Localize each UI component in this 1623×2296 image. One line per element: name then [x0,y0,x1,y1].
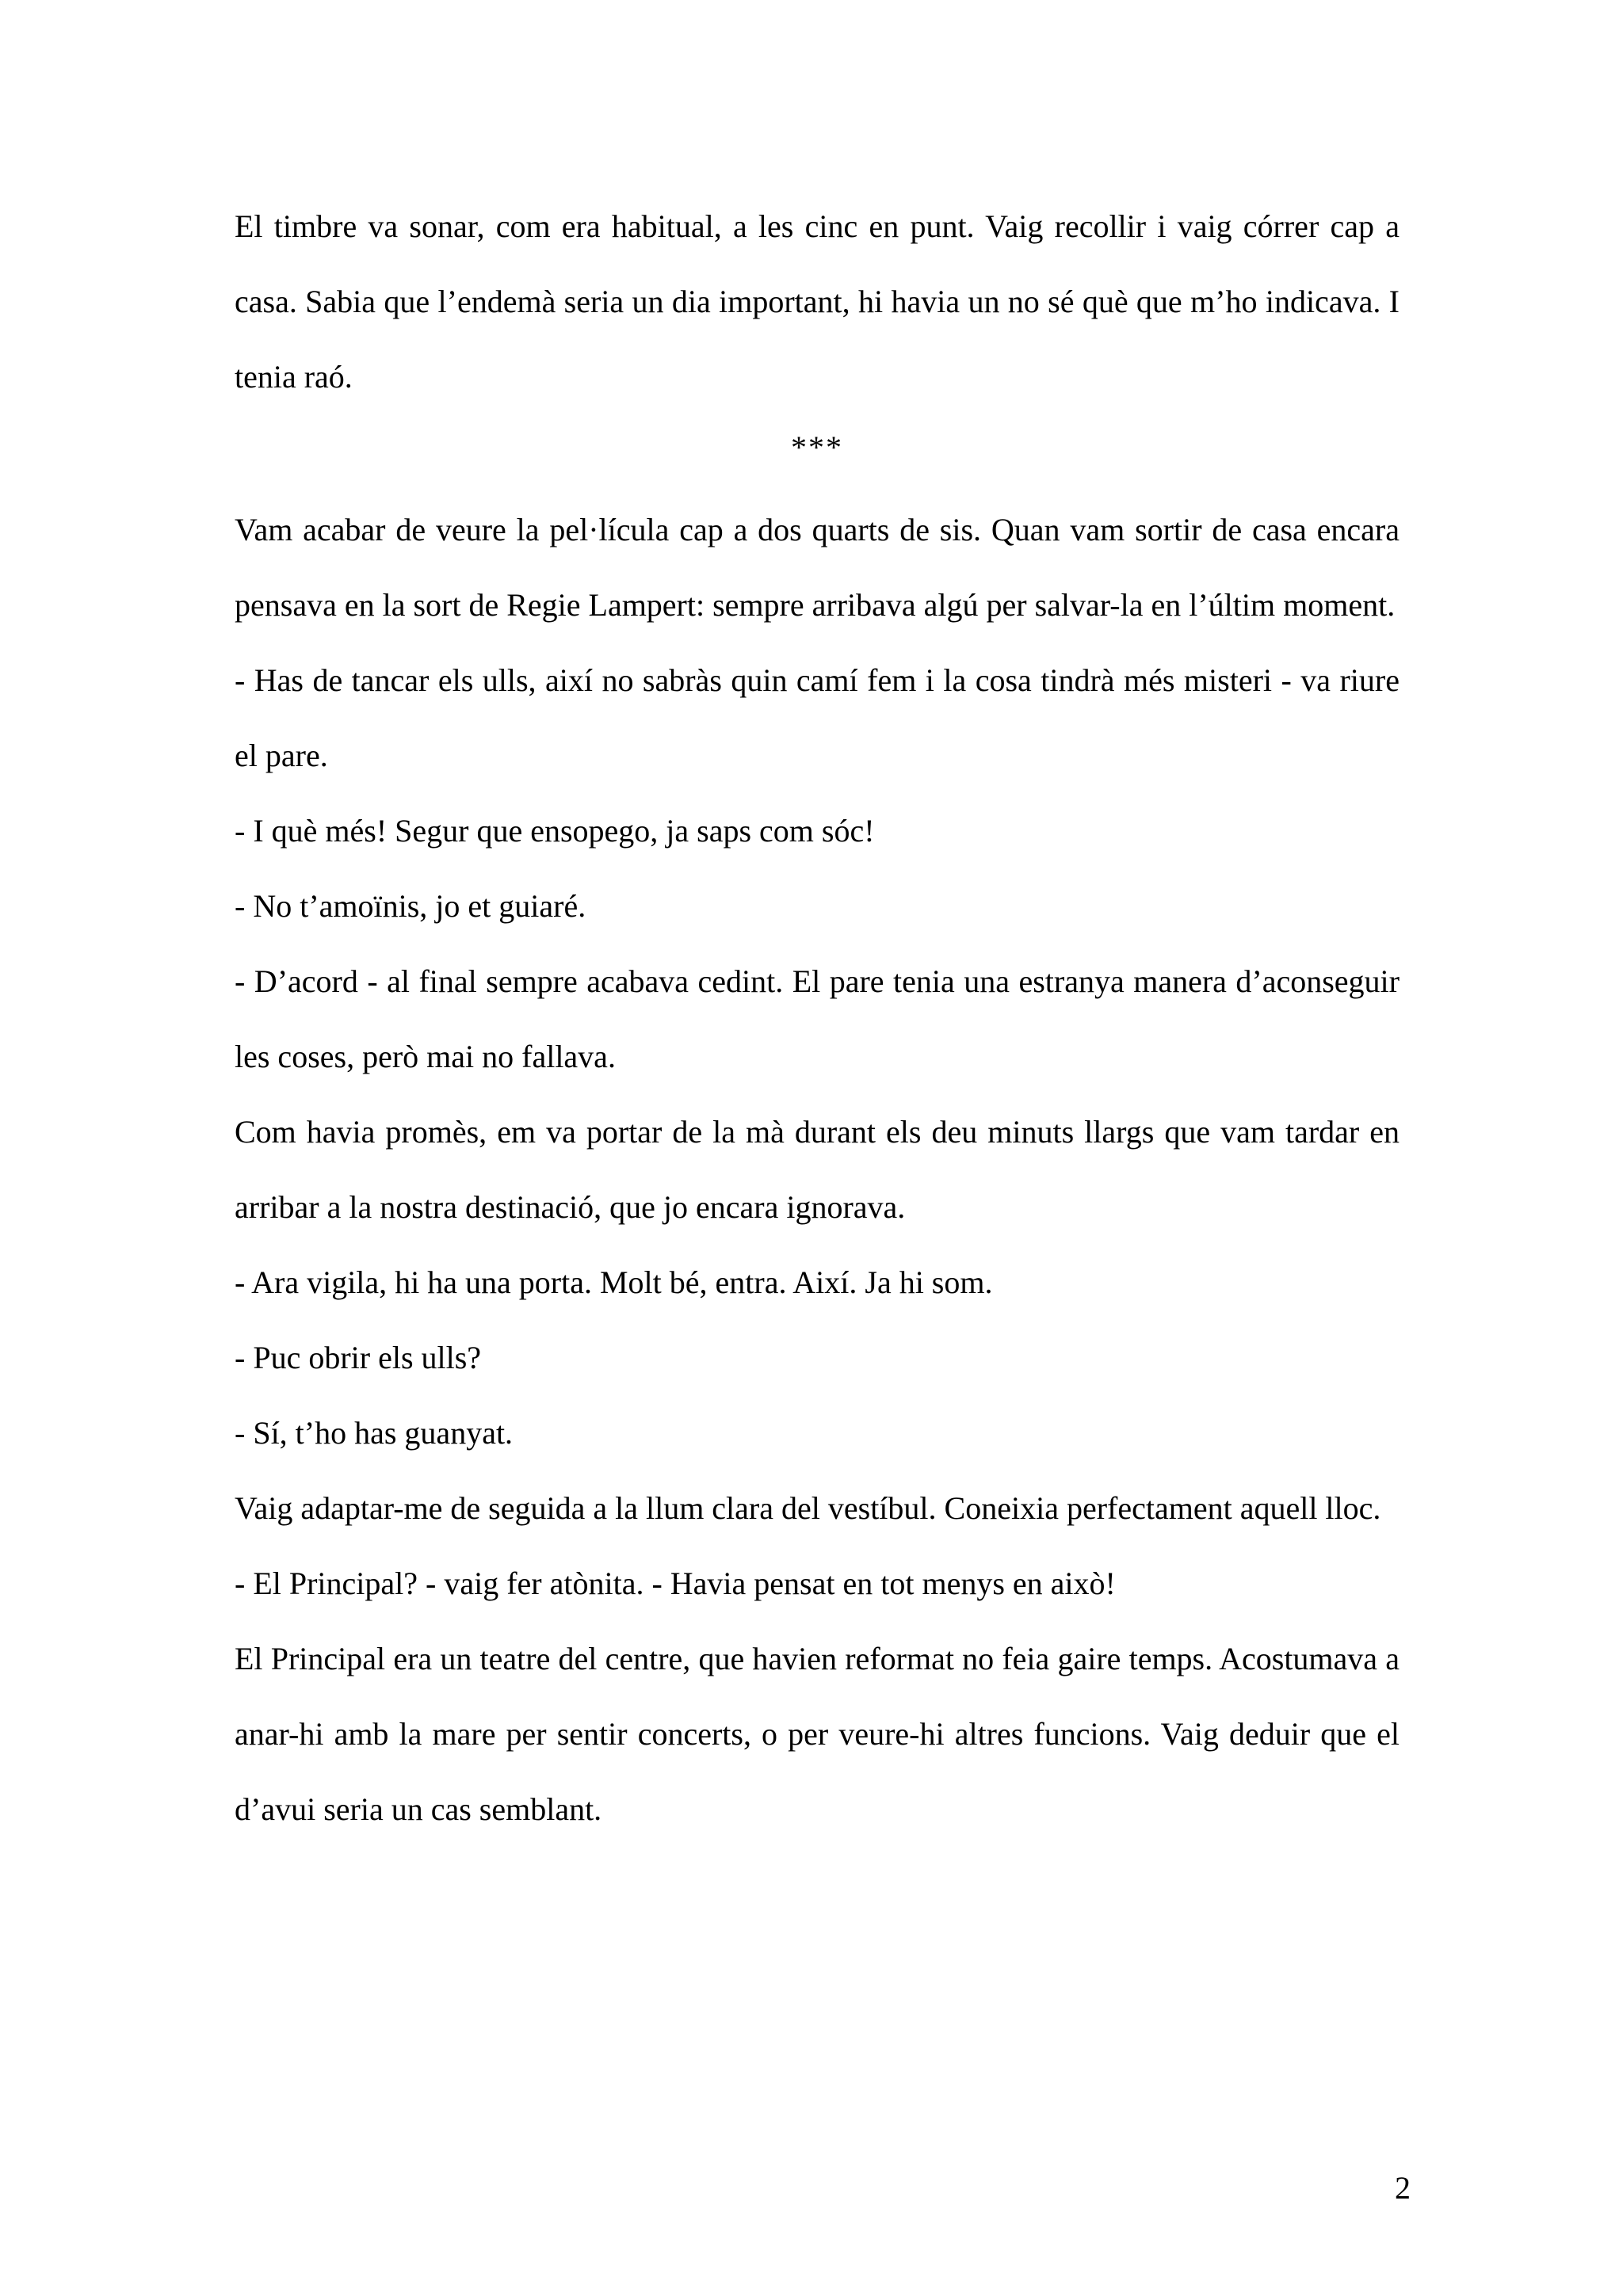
paragraph: Vam acabar de veure la pel·lícula cap a dos quarts de sis. Quan vam sortir de casa encara pensava en la sort de Regie Lampert: sempre arribava algú per salvar-la en l’últim moment. [235,512,1400,623]
paragraph: Com havia promès, em va portar de la mà durant els deu minuts llargs que vam tardar en arribar a la nostra destinació, que jo encara ignorava. [235,1114,1400,1225]
page-body [235,189,1400,1847]
dialogue-line: - El Principal? - vaig fer atònita. - Havia pensat en tot menys en això! [235,1566,1116,1601]
page-number: 2 [1395,2170,1411,2206]
section-separator: *** [791,429,843,465]
dialogue-line: - Has de tancar els ulls, així no sabràs quin camí fem i la cosa tindrà més misteri - va riure el pare. [235,662,1400,773]
dialogue-line: - No t’amoïnis, jo et guiaré. [235,888,586,924]
dialogue-section [235,492,1400,1847]
paragraph: El Principal era un teatre del centre, que havien reformat no feia gaire temps. Acostumava a anar-hi amb la mare per sentir concerts, o per veure-hi altres funcions. Vaig deduir que el d’avui seria un cas semblant. [235,1641,1400,1827]
paragraph: El timbre va sonar, com era habitual, a les cinc en punt. Vaig recollir i vaig córrer cap a casa. Sabia que l’endemà seria un dia important, hi havia un no sé què que m’ho indicava. I tenia raó. [235,208,1400,395]
dialogue-line: - I què més! Segur que ensopego, ja saps com sóc! [235,813,875,849]
dialogue-line: - D’acord - al final sempre acabava cedint. El pare tenia una estranya manera d’aconseguir les coses, però mai no fallava. [235,963,1400,1074]
paragraph: Vaig adaptar-me de seguida a la llum clara del vestíbul. Coneixia perfectament aquell lloc. [235,1490,1381,1526]
dialogue-line: - Sí, t’ho has guanyat. [235,1415,514,1451]
dialogue-line: - Puc obrir els ulls? [235,1340,482,1375]
dialogue-line: - Ara vigila, hi ha una porta. Molt bé, entra. Així. Ja hi som. [235,1264,993,1300]
